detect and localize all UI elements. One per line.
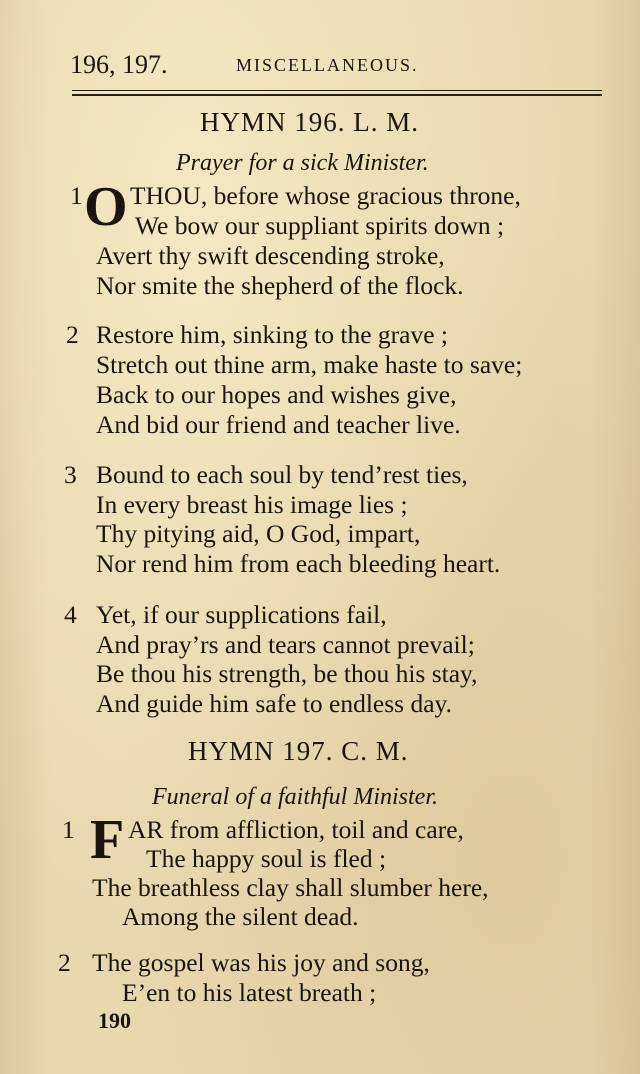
verse-line: Back to our hopes and wishes give, xyxy=(96,380,457,409)
hymn-197-title: HYMN 197. C. M. xyxy=(188,736,409,766)
verse-line: Stretch out thine arm, make haste to save; xyxy=(96,350,523,379)
section-title: MISCELLANEOUS. xyxy=(236,55,419,75)
verse-line: E’en to his latest breath ; xyxy=(122,978,377,1007)
verse-line: And pray’rs and tears cannot prevail; xyxy=(96,630,475,659)
verse-line: Nor rend him from each bleeding heart. xyxy=(96,549,501,578)
hymn-196-title: HYMN 196. L. M. xyxy=(200,107,420,137)
verse-line: The happy soul is fled ; xyxy=(146,844,387,873)
verse-line: Be thou his strength, be thou his stay, xyxy=(96,659,478,688)
verse-line: The breathless clay shall slumber here, xyxy=(92,873,489,902)
signature-mark: 190 xyxy=(98,1008,131,1033)
verse-number: 1 xyxy=(70,181,83,210)
verse-line: Among the silent dead. xyxy=(122,902,359,931)
header-rule-thin xyxy=(72,90,602,91)
verse-line: Avert thy swift descending stroke, xyxy=(96,241,445,270)
verse-line: AR from affliction, toil and care, xyxy=(128,815,464,844)
verse-number: 4 xyxy=(64,600,77,629)
verse-line: The gospel was his joy and song, xyxy=(92,948,430,977)
verse-line: Nor smite the shepherd of the flock. xyxy=(96,271,464,300)
verse-number: 2 xyxy=(66,320,79,349)
verse-line: Thy pitying aid, O God, impart, xyxy=(96,519,421,548)
verse-number: 1 xyxy=(62,815,75,844)
verse-number: 2 xyxy=(58,948,71,977)
verse-line: And bid our friend and teacher live. xyxy=(96,410,461,439)
verse-line: Bound to each soul by tend’rest ties, xyxy=(96,460,468,489)
hymn-196-subtitle: Prayer for a sick Minister. xyxy=(176,150,429,176)
verse-line: And guide him safe to endless day. xyxy=(96,689,452,718)
verse-line: Yet, if our supplications fail, xyxy=(96,600,387,629)
drop-cap: O xyxy=(84,176,128,238)
hymn-197-subtitle: Funeral of a faithful Minister. xyxy=(152,784,438,810)
drop-cap: F xyxy=(90,809,125,871)
verse-line: Restore him, sinking to the grave ; xyxy=(96,320,448,349)
verse-line: In every breast his image lies ; xyxy=(96,490,408,519)
verse-line: THOU, before whose gracious throne, xyxy=(130,181,521,210)
verse-number: 3 xyxy=(64,460,77,489)
page-numbers: 196, 197. xyxy=(70,50,168,79)
header-rule-thick xyxy=(72,94,602,96)
verse-line: We bow our suppliant spirits down ; xyxy=(135,211,505,240)
